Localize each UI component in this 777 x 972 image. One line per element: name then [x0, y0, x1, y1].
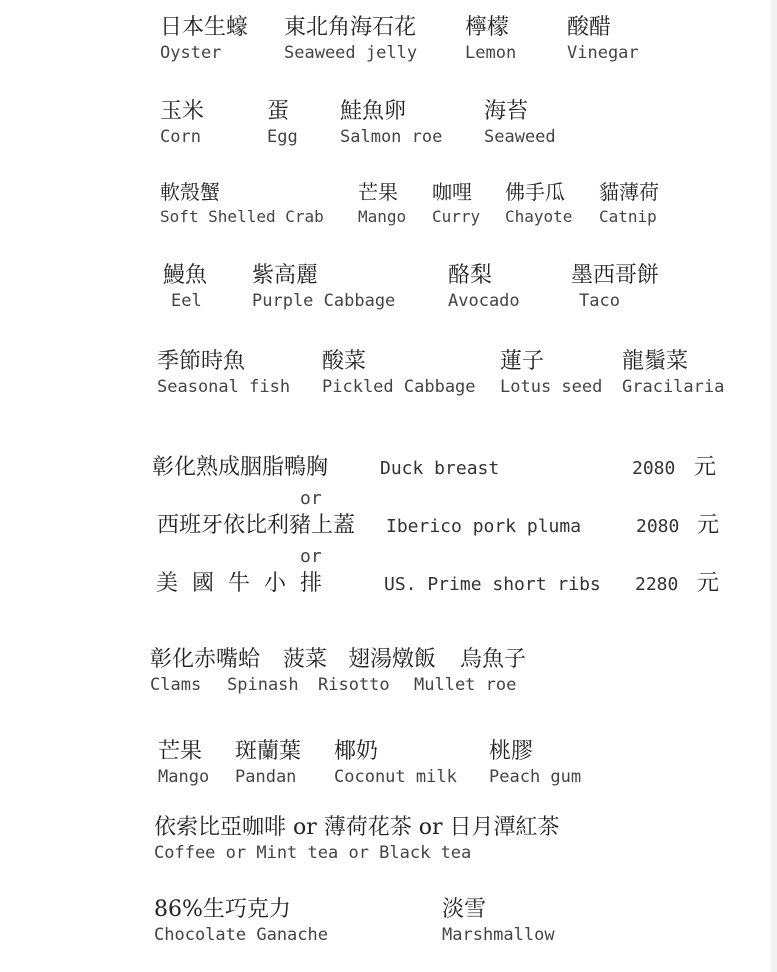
dish-item [622, 348, 724, 398]
dish-item [489, 738, 581, 788]
dish-zh: 酸菜 [322, 349, 367, 374]
dish-item [567, 14, 639, 64]
course-4-row [0, 262, 777, 322]
drinks-row [0, 814, 777, 874]
dish-en: Egg [267, 127, 298, 147]
main-zh: 彰化熟成胭脂鴨胸 [152, 455, 329, 480]
dish-en: Curry [432, 207, 481, 226]
dish-en: Peach gum [489, 767, 582, 787]
main-zh: 美國牛小排 [156, 571, 337, 596]
or-label: or [300, 546, 322, 567]
dish-en: Seaweed [484, 127, 556, 147]
dish-item [267, 98, 298, 148]
dish-zh: 淡雪 [442, 897, 487, 922]
dish-item [334, 738, 457, 788]
dish-item [599, 178, 659, 228]
main-price: 2080 [632, 458, 676, 479]
dish-zh: 翅湯燉飯 [348, 647, 437, 672]
dish-en: Purple Cabbage [252, 291, 396, 311]
dish-item [414, 646, 527, 696]
dish-zh: 鰻魚 [163, 263, 208, 288]
dish-en: Lemon [465, 43, 517, 63]
dish-item [505, 178, 572, 228]
dish-zh: 咖哩 [432, 180, 472, 204]
dish-en: Mango [358, 207, 407, 226]
dish-zh: 彰化赤嘴蛤 [150, 647, 261, 672]
course-1-row [0, 14, 777, 74]
dish-item [322, 348, 476, 398]
dish-en: Seaweed jelly [284, 43, 418, 63]
dish-en: Taco [579, 291, 620, 311]
dish-item [340, 98, 442, 148]
dish-zh: 墨西哥餅 [571, 263, 660, 288]
course-8-row [0, 738, 777, 798]
course-3-row [0, 178, 777, 238]
dish-zh: 軟殼蟹 [160, 180, 220, 204]
dish-en: Gracilaria [622, 377, 725, 397]
dish-item [571, 262, 659, 312]
dish-en: Salmon roe [340, 127, 443, 147]
dish-item [160, 14, 248, 64]
main-en: Iberico pork pluma [386, 516, 582, 537]
dish-zh: 86%生巧克力 [154, 897, 291, 922]
currency-label: 元 [697, 571, 720, 596]
main-option-3 [0, 570, 777, 600]
dish-item [160, 178, 324, 228]
course-5-row [0, 348, 777, 408]
dish-zh: 紫高麗 [252, 263, 319, 288]
dish-item [235, 738, 301, 788]
dish-zh: 檸檬 [465, 15, 510, 40]
drinks-item [154, 814, 560, 864]
course-7-row [0, 646, 777, 706]
dish-zh: 酪梨 [448, 263, 493, 288]
dish-zh: 桃膠 [489, 739, 534, 764]
dish-zh: 蓮子 [500, 349, 545, 374]
main-en: US. Prime short ribs [384, 574, 601, 595]
dish-en: Seasonal fish [157, 377, 291, 397]
dish-item [252, 262, 395, 312]
dish-zh: 酸醋 [567, 15, 612, 40]
dish-item [500, 348, 602, 398]
dish-zh: 佛手瓜 [505, 180, 565, 204]
page-edge-shadow [771, 0, 777, 972]
dish-en: Catnip [599, 207, 657, 226]
dish-item [484, 98, 556, 148]
dish-zh: 玉米 [160, 99, 205, 124]
dish-en: Chocolate Ganache [154, 925, 328, 945]
dish-zh: 貓薄荷 [599, 180, 659, 204]
dish-zh: 椰奶 [334, 739, 379, 764]
dish-item [465, 14, 516, 64]
dish-zh: 斑蘭葉 [235, 739, 302, 764]
main-price: 2280 [635, 574, 679, 595]
dish-zh: 東北角海石花 [284, 15, 417, 40]
dish-zh: 鮭魚卵 [340, 99, 407, 124]
dish-item [158, 738, 209, 788]
drinks-en: Coffee or Mint tea or Black tea [154, 843, 472, 863]
dish-zh: 菠菜 [283, 647, 328, 672]
dish-en: Corn [160, 127, 201, 147]
dish-item [163, 262, 207, 312]
dish-en: Spinash [227, 675, 299, 695]
dish-en: Marshmallow [442, 925, 555, 945]
course-10-row [0, 896, 777, 956]
dish-en: Lotus seed [500, 377, 603, 397]
dish-item [154, 896, 328, 946]
dish-item [442, 896, 555, 946]
dish-item [358, 178, 406, 228]
dish-item [160, 98, 204, 148]
dish-en: Mullet roe [414, 675, 517, 695]
dish-en: Oyster [160, 43, 222, 63]
dish-en: Mango [158, 767, 210, 787]
dish-en: Risotto [318, 675, 390, 695]
dish-en: Eel [171, 291, 202, 311]
dish-en: Pandan [235, 767, 297, 787]
dish-zh: 芒果 [358, 180, 398, 204]
main-option-1 [0, 454, 777, 484]
main-option-2 [0, 512, 777, 542]
dish-en: Vinegar [567, 43, 639, 63]
dish-item [157, 348, 290, 398]
dish-zh: 烏魚子 [460, 647, 527, 672]
course-2-row [0, 98, 777, 158]
currency-label: 元 [697, 513, 720, 538]
main-en: Duck breast [380, 458, 500, 479]
dish-item [432, 178, 480, 228]
dish-zh: 蛋 [267, 99, 290, 124]
currency-label: 元 [694, 455, 717, 480]
dish-zh: 芒果 [158, 739, 203, 764]
dish-zh: 日本生蠔 [160, 15, 249, 40]
main-price: 2080 [636, 516, 680, 537]
dish-zh: 季節時魚 [157, 349, 246, 374]
dish-item [284, 14, 417, 64]
dish-en: Pickled Cabbage [322, 377, 476, 397]
drinks-zh: 依索比亞咖啡 or 薄荷花茶 or 日月潭紅茶 [154, 815, 560, 840]
dish-en: Avocado [448, 291, 520, 311]
dish-en: Clams [150, 675, 202, 695]
dish-item [448, 262, 520, 312]
dish-en: Soft Shelled Crab [160, 207, 324, 226]
dish-en: Coconut milk [334, 767, 457, 787]
or-label: or [300, 488, 322, 509]
dish-en: Chayote [505, 207, 573, 226]
dish-zh: 龍鬚菜 [622, 349, 689, 374]
main-zh: 西班牙依比利豬上蓋 [157, 513, 356, 538]
dish-zh: 海苔 [484, 99, 529, 124]
